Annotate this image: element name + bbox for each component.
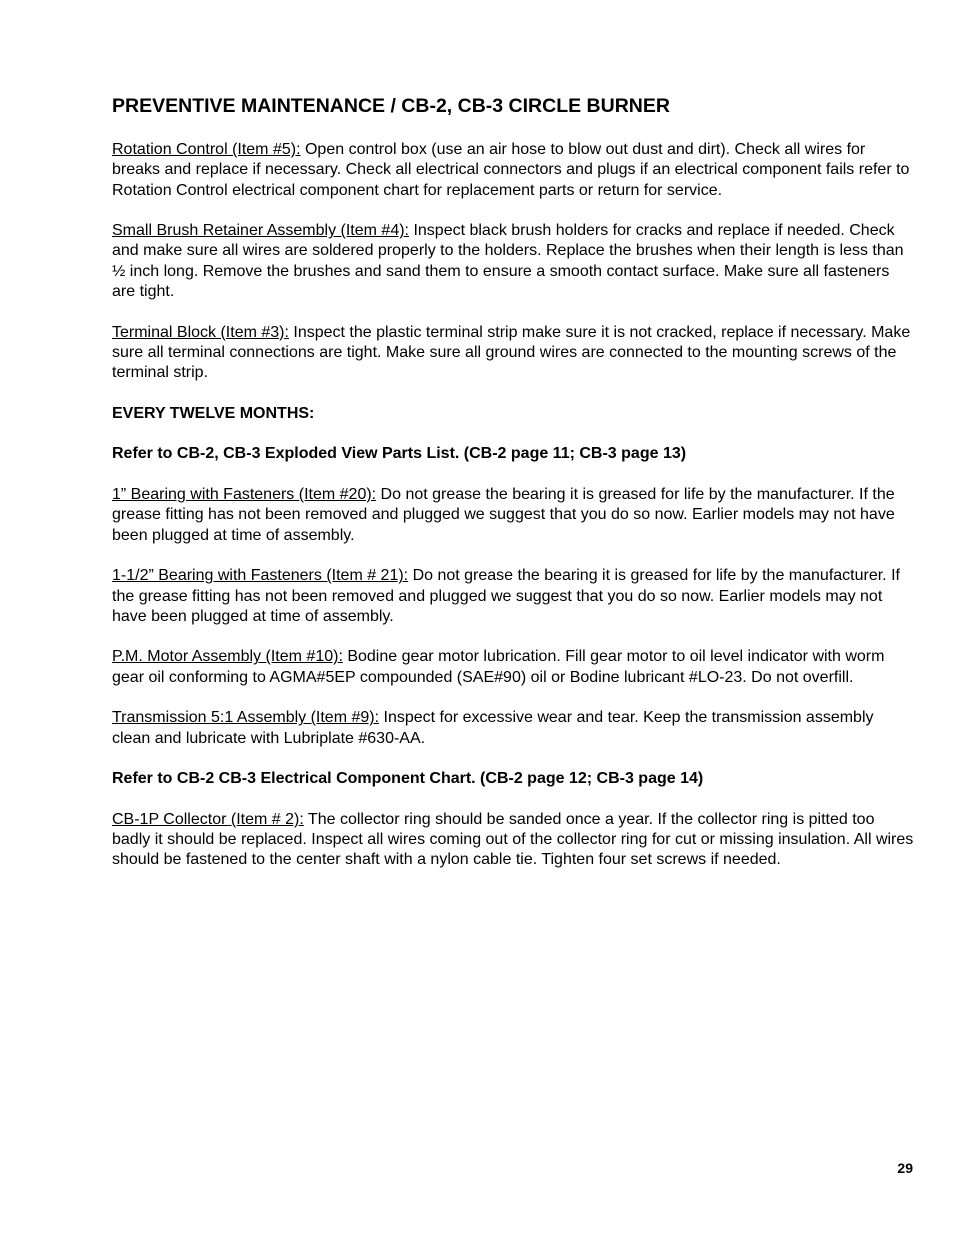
terminal-block-label: Terminal Block (Item #3): [112,323,289,341]
bearing-1in-paragraph [112,485,916,546]
bearing-1in-text: Do not grease the bearing it is greased for life by the manufacturer. If the grease fitting has not been removed and plugged we suggest that you do so now. Earlier models may not have been plugged at time of assembly. [112,486,895,544]
every-twelve-months-heading: EVERY TWELVE MONTHS: [112,404,315,422]
page-title: PREVENTIVE MAINTENANCE / CB-2, CB-3 CIRCLE BURNER [112,95,670,117]
pm-motor-label: P.M. Motor Assembly (Item #10): [112,648,343,666]
bearing-1-5in-text: Do not grease the bearing it is greased for life by the manufacturer. If the grease fitting has not been removed and plugged we suggest that you do so now. Earlier models may not have been plugged at time of assembly. [112,567,900,625]
pm-motor-text: Bodine gear motor lubrication. Fill gear motor to oil level indicator with worm gear oil conforming to AGMA#5EP compounded (SAE#90) oil or Bodine lubricant #LO-23. Do not overfill. [112,648,885,686]
small-brush-text: Inspect black brush holders for cracks and replace if needed. Check and make sure all wires are soldered properly to the holders. Replace the brushes when their length is less than ½ inch long. Remove the brushes and sand them to ensure a smooth contact surface. Make sure all fasteners are tight. [112,222,904,301]
document-page [112,93,916,891]
transmission-text: Inspect for excessive wear and tear. Keep the transmission assembly clean and lubricate with Lubriplate #630-AA. [112,709,874,747]
rotation-control-text: Open control box (use an air hose to blow out dust and dirt). Check all wires for breaks and replace if necessary. Check all electrical connectors and plugs if an electrical component fails refer to Rotation Control electrical component chart for replacement parts or return for service. [112,141,910,199]
small-brush-paragraph [112,221,916,302]
rotation-control-label: Rotation Control (Item #5): [112,141,301,158]
collector-text: The collector ring should be sanded once a year. If the collector ring is pitted too badly it should be replaced. Inspect all wires coming out of the collector ring for cut or missing insulation. All wires should be fastened to the center shaft with a nylon cable tie. Tighten four set screws if needed. [112,810,914,869]
collector-label: CB-1P Collector (Item # 2): [112,810,304,828]
bearing-1in-label: 1” Bearing with Fasteners (Item #20): [112,486,377,504]
bearing-1-5in-paragraph [112,566,916,627]
transmission-paragraph [112,708,916,749]
electrical-chart-reference: Refer to CB-2 CB-3 Electrical Component Chart. (CB-2 page 12; CB-3 page 14) [112,770,704,788]
terminal-block-text: Inspect the plastic terminal strip make sure it is not cracked, replace if necessary. Make sure all terminal connections are tight. Make sure all ground wires are connected to the mounting screws of the terminal strip. [112,323,911,382]
parts-list-reference: Refer to CB-2, CB-3 Exploded View Parts List. (CB-2 page 11; CB-3 page 13) [112,445,687,463]
pm-motor-paragraph [112,647,916,688]
transmission-label: Transmission 5:1 Assembly (Item #9): [112,709,380,727]
bearing-1-5in-label: 1-1/2” Bearing with Fasteners (Item # 21): [112,567,409,585]
rotation-control-paragraph [112,140,916,201]
collector-paragraph [112,810,916,871]
page-number: 29 [897,1160,913,1176]
terminal-block-paragraph [112,323,916,384]
small-brush-label: Small Brush Retainer Assembly (Item #4): [112,222,409,240]
